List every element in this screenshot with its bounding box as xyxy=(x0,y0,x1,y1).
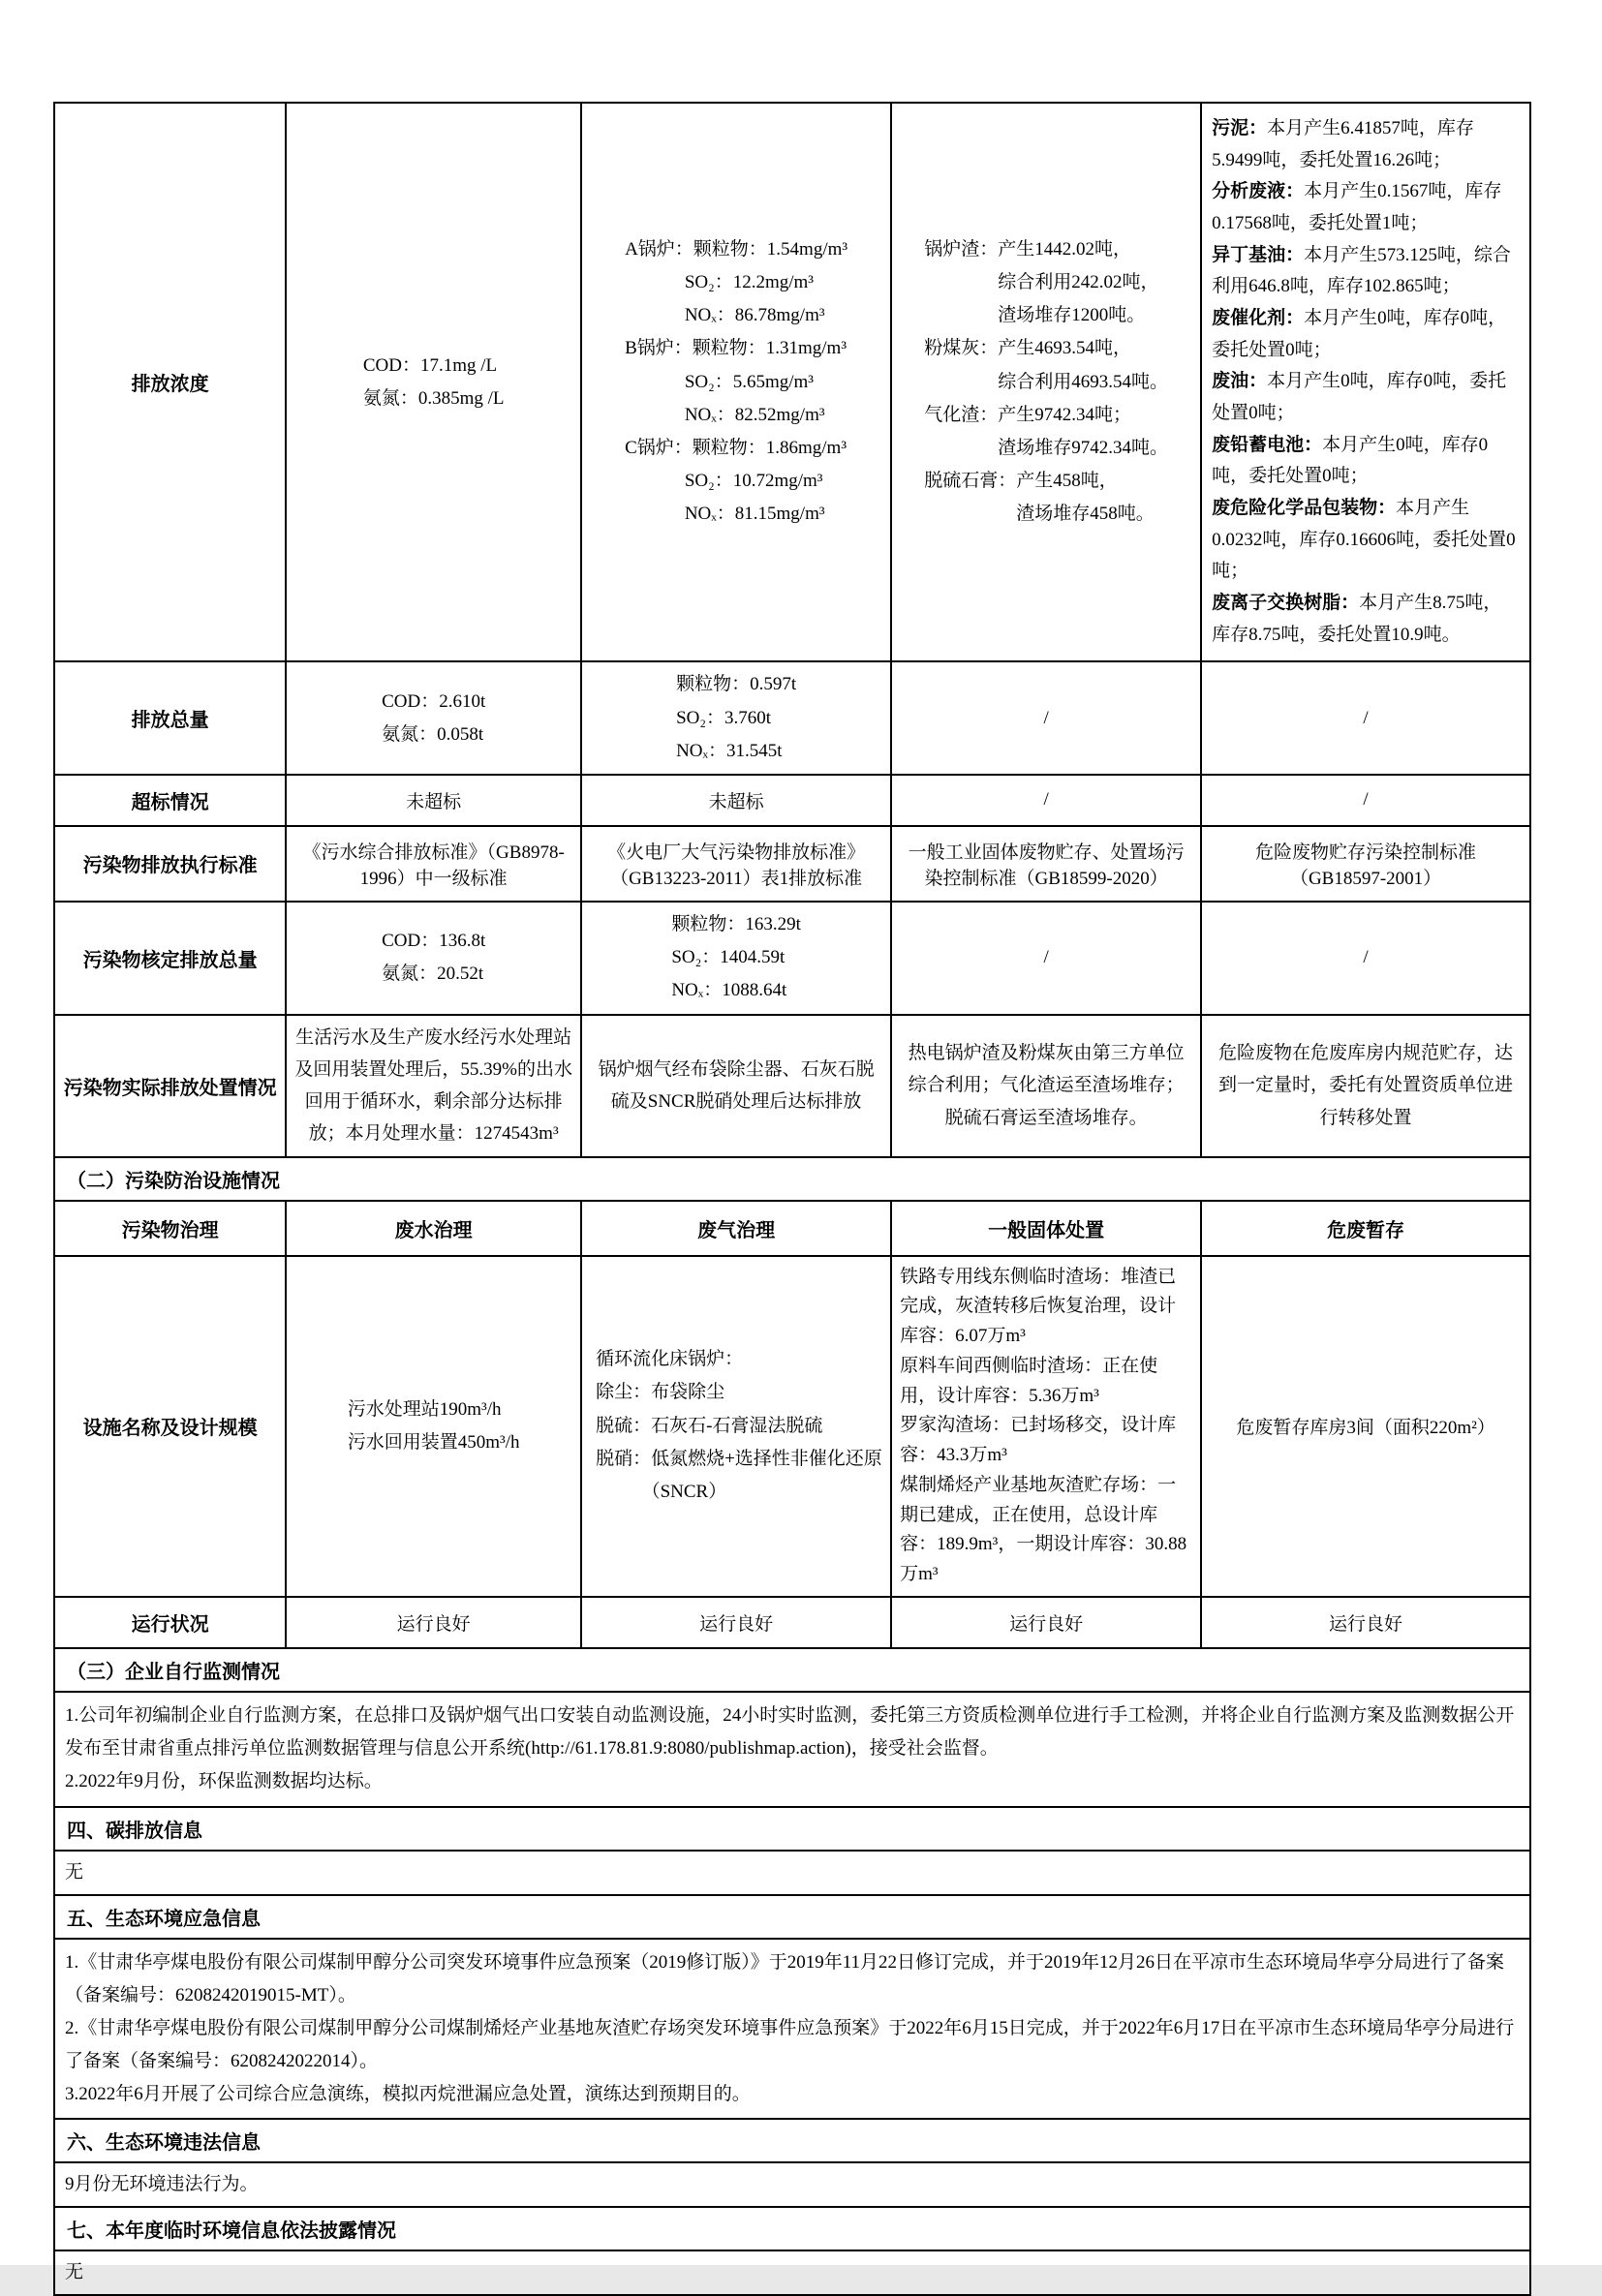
standards-label: 污染物排放执行标准 xyxy=(54,826,286,902)
text-line: COD：136.8t xyxy=(382,931,486,952)
text-line: 2.《甘肃华亭煤电股份有限公司煤制甲醇分公司煤制烯烃产业基地灰渣贮存场突发环境事件应急预案》于2022年6月15日完成，并于2022年6月17日在平凉市生态环境局华亭分局进行了备案（备案编号：6208242022014）。 xyxy=(65,2017,1515,2072)
exceed-air: 未超标 xyxy=(581,775,891,826)
text-line: B锅炉：颗粒物：1.31mg/m³ xyxy=(625,338,847,359)
approved-total-hazard: / xyxy=(1201,902,1530,1015)
row-exceed-status xyxy=(54,775,1530,826)
approved-total-label: 污染物核定排放总量 xyxy=(54,902,286,1015)
emission-concentration-label: 排放浓度 xyxy=(54,103,286,661)
emission-concentration-hazard xyxy=(1201,103,1530,661)
text-line: NOₓ：31.545t xyxy=(676,740,783,761)
actual-disposal-air: 锅炉烟气经布袋除尘器、石灰石脱硫及SNCR脱硝处理后达标排放 xyxy=(581,1015,891,1157)
labeled-paragraph: 分析废液：本月产生0.1567吨，库存0.17568吨，委托处置1吨； xyxy=(1212,181,1502,234)
text-line: 锅炉渣：产生1442.02吨， xyxy=(924,238,1131,260)
section6-title: 六、生态环境违法信息 xyxy=(54,2119,1530,2162)
standards-solid: 一般工业固体废物贮存、处置场污染控制标准（GB18599-2020） xyxy=(891,826,1201,902)
text-line: 脱硫石膏：产生458吨， xyxy=(924,471,1118,492)
row-approved-total xyxy=(54,902,1530,1015)
facility-air-lines xyxy=(590,1343,882,1509)
water-approved-lines xyxy=(382,925,485,991)
approved-total-solid: / xyxy=(891,902,1201,1015)
row-emission-concentration xyxy=(54,103,1530,661)
environmental-disclosure-table xyxy=(53,102,1531,2296)
col-header-general-solid: 一般固体处置 xyxy=(891,1201,1201,1256)
text-line: 脱硫：石灰石-石膏湿法脱硫 xyxy=(596,1415,823,1436)
labeled-paragraph: 废危险化学品包装物：本月产生0.0232吨，库存0.16606吨，委托处置0吨； xyxy=(1212,498,1516,582)
text-line: NOₓ：81.15mg/m³ xyxy=(625,504,825,525)
labeled-paragraph: 废催化剂：本月产生0吨，库存0吨，委托处置0吨； xyxy=(1212,308,1507,360)
emission-concentration-solid xyxy=(891,103,1201,661)
text-line: （SNCR） xyxy=(596,1482,727,1503)
air-approved-lines xyxy=(671,908,801,1008)
section2-title: （二）污染防治设施情况 xyxy=(54,1157,1530,1201)
section7-body-row xyxy=(54,2250,1530,2295)
text-line: 污水处理站190m³/h xyxy=(347,1398,502,1420)
section3-title: （三）企业自行监测情况 xyxy=(54,1648,1530,1692)
air-total-lines xyxy=(676,668,796,768)
text-line: 2.2022年9月份，环保监测数据均达标。 xyxy=(65,1771,383,1792)
text-line: 氨氮：20.52t xyxy=(382,964,484,985)
text-line: 综合利用242.02吨， xyxy=(924,272,1159,293)
section2-header-row xyxy=(54,1201,1530,1256)
actual-disposal-label: 污染物实际排放处置情况 xyxy=(54,1015,286,1157)
text-line: 气化渣：产生9742.34吨； xyxy=(924,404,1131,425)
text-line: 铁路专用线东侧临时渣场：堆渣已完成，灰渣转移后恢复治理，设计库容：6.07万m³ xyxy=(900,1266,1177,1347)
text-line: 氨氮：0.058t xyxy=(382,723,484,745)
section3-body xyxy=(54,1692,1530,1807)
facility-air xyxy=(581,1256,891,1597)
section5-body xyxy=(54,1939,1530,2120)
text-line: 颗粒物：163.29t xyxy=(671,913,801,934)
col-header-pollutant-treatment: 污染物治理 xyxy=(54,1201,286,1256)
section2-title-row xyxy=(54,1157,1530,1201)
text-line: SO₂：12.2mg/m³ xyxy=(625,272,815,293)
section7-title: 七、本年度临时环境信息依法披露情况 xyxy=(54,2207,1530,2250)
section5-title-row xyxy=(54,1895,1530,1939)
emission-concentration-water xyxy=(286,103,581,661)
text-line: COD：17.1mg /L xyxy=(362,354,498,376)
exceed-label: 超标情况 xyxy=(54,775,286,826)
operation-status-solid: 运行良好 xyxy=(891,1597,1201,1648)
section5-body-row xyxy=(54,1939,1530,2120)
actual-disposal-solid: 热电锅炉渣及粉煤灰由第三方单位综合利用；气化渣运至渣场堆存；脱硫石膏运至渣场堆存。 xyxy=(891,1015,1201,1157)
actual-disposal-water: 生活污水及生产废水经污水处理站及回用装置处理后，55.39%的出水回用于循环水，剩余部分达标排放；本月处理水量：1274543m³ xyxy=(286,1015,581,1157)
section3-title-row xyxy=(54,1648,1530,1692)
text-line: SO₂：10.72mg/m³ xyxy=(625,471,823,492)
text-line: A锅炉：颗粒物：1.54mg/m³ xyxy=(625,238,848,260)
text-line: SO₂：3.760t xyxy=(676,707,772,728)
col-header-waste-gas: 废气治理 xyxy=(581,1201,891,1256)
text-line: C锅炉：颗粒物：1.86mg/m³ xyxy=(625,437,847,458)
air-concentration-lines xyxy=(625,233,847,532)
text-line: 颗粒物：0.597t xyxy=(676,674,797,695)
standards-hazard: 危险废物贮存污染控制标准（GB18597-2001） xyxy=(1201,826,1530,902)
section5-title: 五、生态环境应急信息 xyxy=(54,1895,1530,1939)
labeled-paragraph: 污泥：本月产生6.41857吨，库存5.9499吨，委托处置16.26吨； xyxy=(1212,118,1474,170)
text-line: 3.2022年6月开展了公司综合应急演练，模拟丙烷泄漏应急处置，演练达到预期目的。 xyxy=(65,2084,751,2105)
col-header-wastewater: 废水治理 xyxy=(286,1201,581,1256)
section4-body-row xyxy=(54,1851,1530,1895)
text-line: 氨氮：0.385mg /L xyxy=(362,387,505,409)
text-line: 污水回用装置450m³/h xyxy=(347,1431,520,1453)
section6-body-row xyxy=(54,2162,1530,2207)
emission-total-label: 排放总量 xyxy=(54,661,286,775)
facility-label: 设施名称及设计规模 xyxy=(54,1256,286,1597)
section6-title-row xyxy=(54,2119,1530,2162)
text-line: 罗家沟渣场：已封场移交，设计库容：43.3万m³ xyxy=(900,1415,1177,1466)
text-line: NOₓ：86.78mg/m³ xyxy=(625,305,825,326)
row-actual-disposal xyxy=(54,1015,1530,1157)
text-line: 循环流化床锅炉： xyxy=(596,1349,744,1370)
text-line: NOₓ：1088.64t xyxy=(671,980,787,1001)
section7-title-row xyxy=(54,2207,1530,2250)
emission-total-water xyxy=(286,661,581,775)
facility-solid xyxy=(891,1256,1201,1597)
section7-body: 无 xyxy=(54,2250,1530,2295)
text-line: 粉煤灰：产生4693.54吨， xyxy=(924,338,1131,359)
standards-air: 《火电厂大气污染物排放标准》（GB13223-2011）表1排放标准 xyxy=(581,826,891,902)
exceed-solid: / xyxy=(891,775,1201,826)
text-line: 渣场堆存458吨。 xyxy=(924,504,1155,525)
section4-body: 无 xyxy=(54,1851,1530,1895)
text-line: 1.公司年初编制企业自行监测方案，在总排口及锅炉烟气出口安装自动监测设施，24小时实时监测，委托第三方资质检测单位进行手工检测，并将企业自行监测方案及监测数据公开发布至甘肃省重点排污单位监测数据管理与信息公开系统(http://61.178.81.9:8080/publishmap.action)，接受社会监督。 xyxy=(65,1704,1515,1760)
text-line: SO₂：1404.59t xyxy=(671,947,786,968)
text-line: 除尘：布袋除尘 xyxy=(596,1382,725,1403)
text-line: SO₂：5.65mg/m³ xyxy=(625,371,815,392)
exceed-water: 未超标 xyxy=(286,775,581,826)
emission-concentration-air xyxy=(581,103,891,661)
actual-disposal-hazard: 危险废物在危废库房内规范贮存，达到一定量时，委托有处置资质单位进行转移处置 xyxy=(1201,1015,1530,1157)
facility-water xyxy=(286,1256,581,1597)
labeled-paragraph: 异丁基油：本月产生573.125吨，综合利用646.8吨，库存102.865吨； xyxy=(1212,244,1511,297)
labeled-paragraph: 废油：本月产生0吨，库存0吨，委托处置0吨； xyxy=(1212,371,1507,424)
section6-body: 9月份无环境违法行为。 xyxy=(54,2162,1530,2207)
standards-water: 《污水综合排放标准》（GB8978-1996）中一级标准 xyxy=(286,826,581,902)
text-line: 渣场堆存1200吨。 xyxy=(924,305,1146,326)
row-operation-status xyxy=(54,1597,1530,1648)
text-line: 原料车间西侧临时渣场：正在使用，设计库容：5.36万m³ xyxy=(900,1355,1158,1406)
section3-body-row xyxy=(54,1692,1530,1807)
operation-status-air: 运行良好 xyxy=(581,1597,891,1648)
solid-waste-lines xyxy=(924,233,1168,532)
row-facility-scale xyxy=(54,1256,1530,1597)
emission-total-solid: / xyxy=(891,661,1201,775)
text-line: 煤制烯烃产业基地灰渣贮存场：一期已建成，正在使用，总设计库容：189.9m³，一期设计库容：30.88万m³ xyxy=(900,1474,1187,1585)
operation-status-water: 运行良好 xyxy=(286,1597,581,1648)
operation-status-hazard: 运行良好 xyxy=(1201,1597,1530,1648)
emission-total-air xyxy=(581,661,891,775)
text-line: 脱硝：低氮燃烧+选择性非催化还原 xyxy=(596,1448,882,1469)
section4-title-row xyxy=(54,1807,1530,1851)
text-line: 综合利用4693.54吨。 xyxy=(924,371,1168,392)
approved-total-water xyxy=(286,902,581,1015)
emission-total-hazard: / xyxy=(1201,661,1530,775)
operation-status-label: 运行状况 xyxy=(54,1597,286,1648)
text-line: 1.《甘肃华亭煤电股份有限公司煤制甲醇分公司突发环境事件应急预案（2019修订版）》于2019年11月22日修订完成，并于2019年12月26日在平凉市生态环境局华亭分局进行了备案（备案编号：6208242019015-MT）。 xyxy=(65,1951,1505,2005)
row-emission-total xyxy=(54,661,1530,775)
col-header-hazardous-storage: 危废暂存 xyxy=(1201,1201,1530,1256)
row-discharge-standards xyxy=(54,826,1530,902)
text-line: COD：2.610t xyxy=(382,690,486,712)
section4-title: 四、碳排放信息 xyxy=(54,1807,1530,1851)
approved-total-air xyxy=(581,902,891,1015)
facility-water-lines xyxy=(348,1393,520,1459)
labeled-paragraph: 废离子交换树脂：本月产生8.75吨，库存8.75吨，委托处置10.9吨。 xyxy=(1212,593,1502,645)
text-line: NOₓ：82.52mg/m³ xyxy=(625,404,825,425)
labeled-paragraph: 废铅蓄电池：本月产生0吨，库存0吨，委托处置0吨； xyxy=(1212,434,1489,487)
water-total-lines xyxy=(382,686,485,751)
water-concentration-lines xyxy=(363,350,505,415)
exceed-hazard: / xyxy=(1201,775,1530,826)
text-line: 渣场堆存9742.34吨。 xyxy=(924,437,1168,458)
facility-hazard: 危废暂存库房3间（面积220m²） xyxy=(1201,1256,1530,1597)
